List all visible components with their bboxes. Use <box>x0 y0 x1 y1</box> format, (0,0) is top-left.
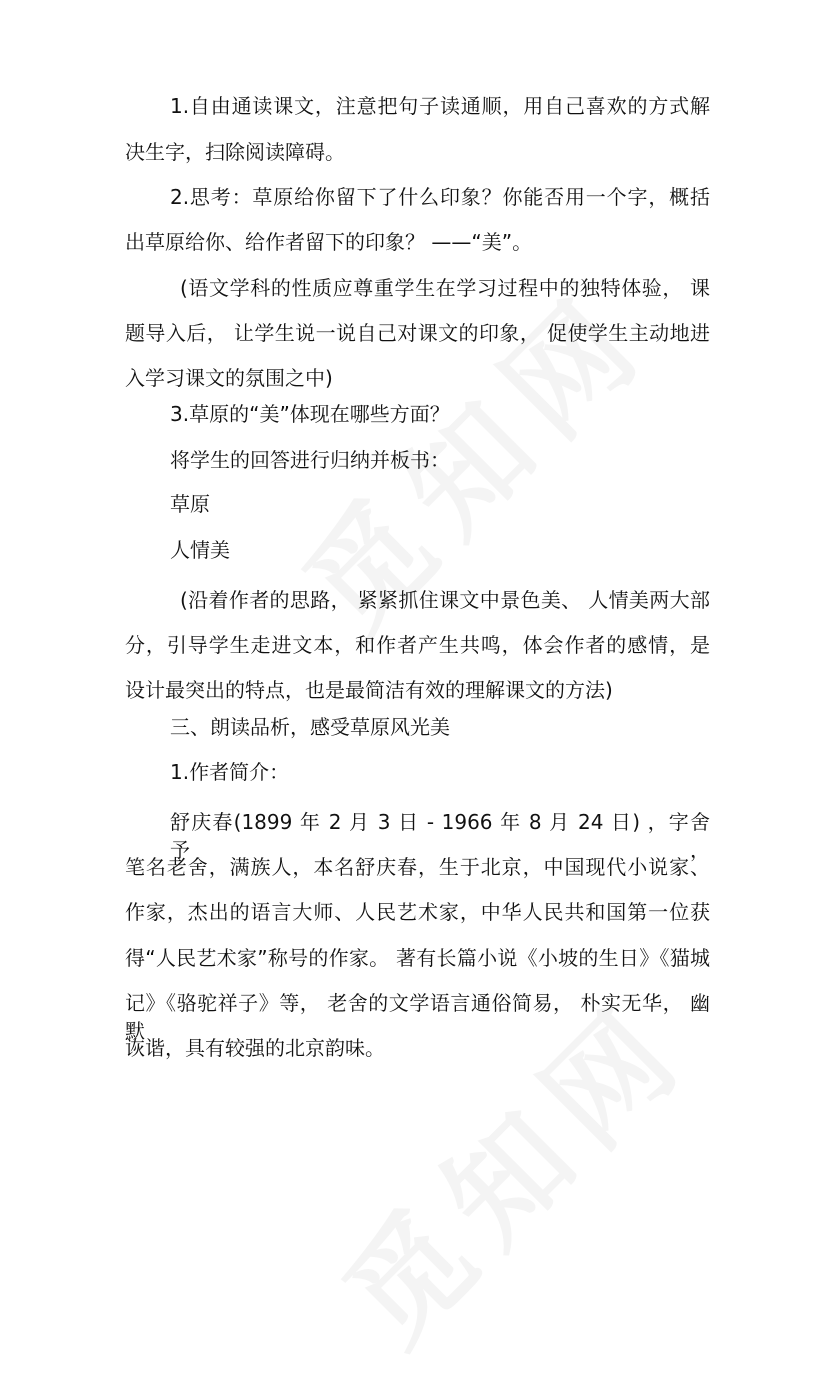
paragraph-line: 1.作者简介： <box>170 760 290 784</box>
paragraph-line: 笔名老舍，满族人，本名舒庆春，生于北京，中国现代小说家、 <box>125 855 710 879</box>
paragraph-line: 得“人民艺术家”称号的作家。 著有长篇小说《小坡的生日》《猫城 <box>125 946 710 970</box>
paragraph-line: 入学习课文的氛围之中) <box>125 366 333 390</box>
paragraph-line: (沿着作者的思路， 紧紧抓住课文中景色美、 人情美两大部 <box>180 588 710 612</box>
paragraph-line: 诙谐，具有较强的北京韵味。 <box>125 1036 385 1060</box>
paragraph-line: 草原 <box>170 492 210 516</box>
paragraph-line: 人情美 <box>170 538 230 562</box>
paragraph-line: 将学生的回答进行归纳并板书： <box>170 448 450 472</box>
paragraph-line: 决生字，扫除阅读障碍。 <box>125 140 345 164</box>
paragraph-line: 舒庆春(1899 年 2 月 3 日 - 1966 年 8 月 24 日) ，字舍予， <box>170 810 710 862</box>
paragraph-line: 出草原给你、给作者留下的印象？ ——“美”。 <box>125 230 533 254</box>
paragraph-line: 1.自由通读课文，注意把句子读通顺，用自己喜欢的方式解 <box>170 94 710 118</box>
section-heading: 三、朗读品析，感受草原风光美 <box>170 715 450 739</box>
paragraph-line: 设计最突出的特点，也是最简洁有效的理解课文的方法) <box>125 678 613 702</box>
paragraph-line: 记》《骆驼祥子》等， 老舍的文学语言通俗简易， 朴实无华， 幽默 <box>125 991 710 1043</box>
paragraph-line: 分，引导学生走进文本，和作者产生共鸣，体会作者的感情，是 <box>125 633 710 657</box>
paragraph-line: 3.草原的“美”体现在哪些方面？ <box>170 402 450 426</box>
paragraph-line: 2.思考：草原给你留下了什么印象？你能否用一个字，概括 <box>170 185 710 209</box>
paragraph-line: 题导入后， 让学生说一说自己对课文的印象， 促使学生主动地进 <box>125 321 710 345</box>
paragraph-line: 作家，杰出的语言大师、人民艺术家，中华人民共和国第一位获 <box>125 900 710 924</box>
paragraph-line: (语文学科的性质应尊重学生在学习过程中的独特体验， 课 <box>180 276 710 300</box>
